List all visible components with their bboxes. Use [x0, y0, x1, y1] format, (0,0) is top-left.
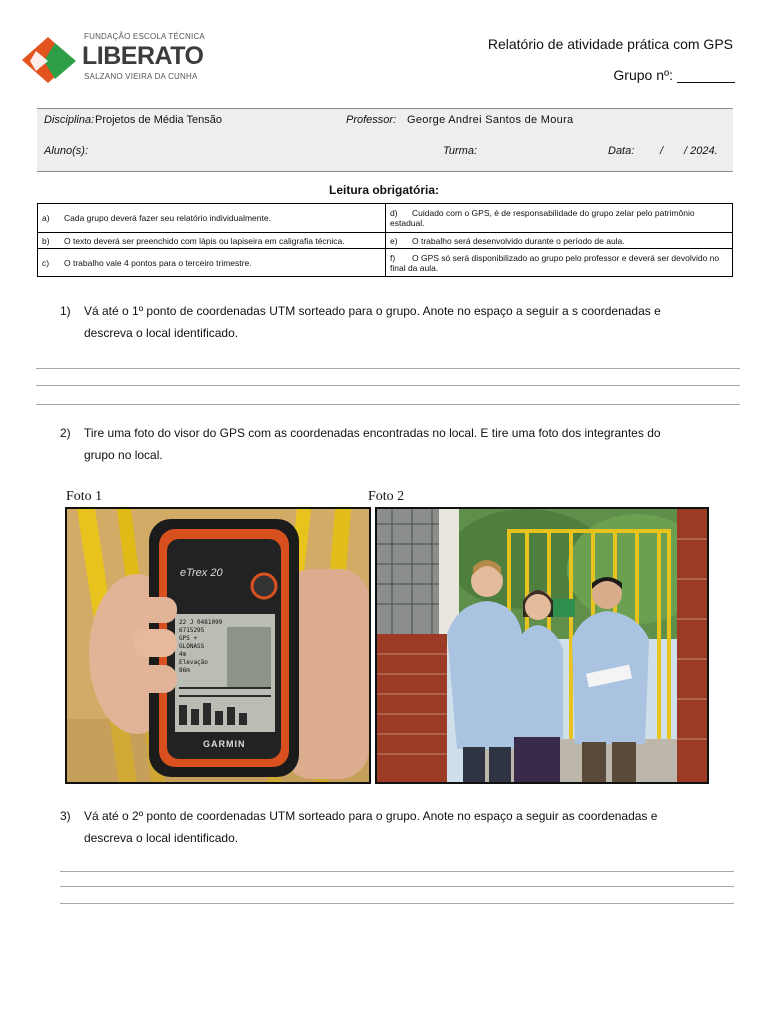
- question-text-line2: descreva o local identificado.: [84, 326, 239, 340]
- turma-label: Turma:: [443, 145, 478, 157]
- question-text-line1: Vá até o 2º ponto de coordenadas UTM sorteado para o grupo. Anote no espaço a seguir as coordenadas e: [84, 809, 658, 823]
- question-3: [60, 805, 740, 849]
- question-text-line1: Vá até o 1º ponto de coordenadas UTM sorteado para o grupo. Anote no espaço a seguir a s coordenadas e: [84, 304, 661, 318]
- data-label: Data:: [608, 145, 635, 157]
- answer-line[interactable]: [36, 385, 740, 386]
- rule-f: f) O GPS só será disponibilizado ao grupo pelo professor e deverá ser devolvido no final da aula.: [386, 249, 733, 277]
- rule-e: e) O trabalho será desenvolvido durante o período de aula.: [386, 233, 733, 249]
- professor-label: Professor:: [346, 114, 397, 126]
- rule-b: b) O texto deverá ser preenchido com lápis ou lapiseira em caligrafia técnica.: [38, 233, 386, 249]
- data-year: / 2024.: [684, 145, 718, 157]
- disciplina-label: Disciplina:: [44, 114, 95, 126]
- group-blank-line[interactable]: [677, 69, 735, 83]
- question-1: [60, 300, 740, 344]
- answer-line[interactable]: [60, 871, 734, 872]
- group-photo-image: [377, 509, 707, 782]
- photo1-label: Foto 1: [66, 489, 103, 504]
- info-table: [37, 108, 733, 172]
- gps-brand-text: GARMIN: [203, 739, 246, 749]
- info-row-student: [37, 131, 733, 172]
- answer-line[interactable]: [36, 368, 740, 369]
- leitura-title: Leitura obrigatória:: [328, 183, 439, 197]
- answer-line[interactable]: [60, 886, 734, 887]
- rule-d: d) Cuidado com o GPS, é de responsabilidade do grupo zelar pelo patrimônio estadual.: [386, 204, 733, 233]
- question-text-line2: descreva o local identificado.: [84, 831, 239, 845]
- disciplina-value: Projetos de Média Tensão: [95, 114, 222, 126]
- logo-name: LIBERATO: [82, 42, 204, 70]
- question-text-line2: grupo no local.: [84, 448, 163, 462]
- question-text-line1: Tire uma foto do visor do GPS com as coordenadas encontradas no local. E tire uma foto dos integrantes do: [84, 426, 661, 440]
- answer-line[interactable]: [36, 404, 740, 405]
- logo-subtitle: SALZANO VIEIRA DA CUNHA: [84, 72, 198, 81]
- rules-table: [37, 203, 733, 277]
- question-number: 2): [60, 426, 71, 440]
- professor-value: George Andrei Santos de Moura: [407, 114, 574, 126]
- logo-foundation-text: FUNDAÇÃO ESCOLA TÉCNICA: [84, 32, 205, 41]
- question-2: [60, 422, 740, 466]
- info-row-course: [37, 108, 733, 132]
- question-number: 1): [60, 304, 71, 318]
- liberato-logo-icon: [22, 35, 78, 85]
- gps-model-text: eTrex 20: [180, 567, 223, 579]
- question-number: 3): [60, 809, 71, 823]
- rule-c: c) O trabalho vale 4 pontos para o terceiro trimestre.: [38, 249, 386, 277]
- photo2-group: [375, 507, 709, 784]
- answer-line[interactable]: [60, 903, 734, 904]
- school-logo: [22, 32, 205, 88]
- photo2-label: Foto 2: [368, 489, 405, 504]
- rule-a: a) Cada grupo deverá fazer seu relatório individualmente.: [38, 204, 386, 233]
- report-title: Relatório de atividade prática com GPS: [487, 36, 733, 52]
- gps-screen-text: 22 J 0481099 6715295 GPS + GLONASS 4m Elevação 86m: [179, 619, 223, 674]
- group-label: Grupo nº:: [613, 67, 673, 83]
- photo1-gps: [65, 507, 371, 784]
- data-slash: /: [660, 145, 664, 157]
- group-number-field: [613, 67, 735, 83]
- aluno-label: Aluno(s):: [44, 145, 89, 157]
